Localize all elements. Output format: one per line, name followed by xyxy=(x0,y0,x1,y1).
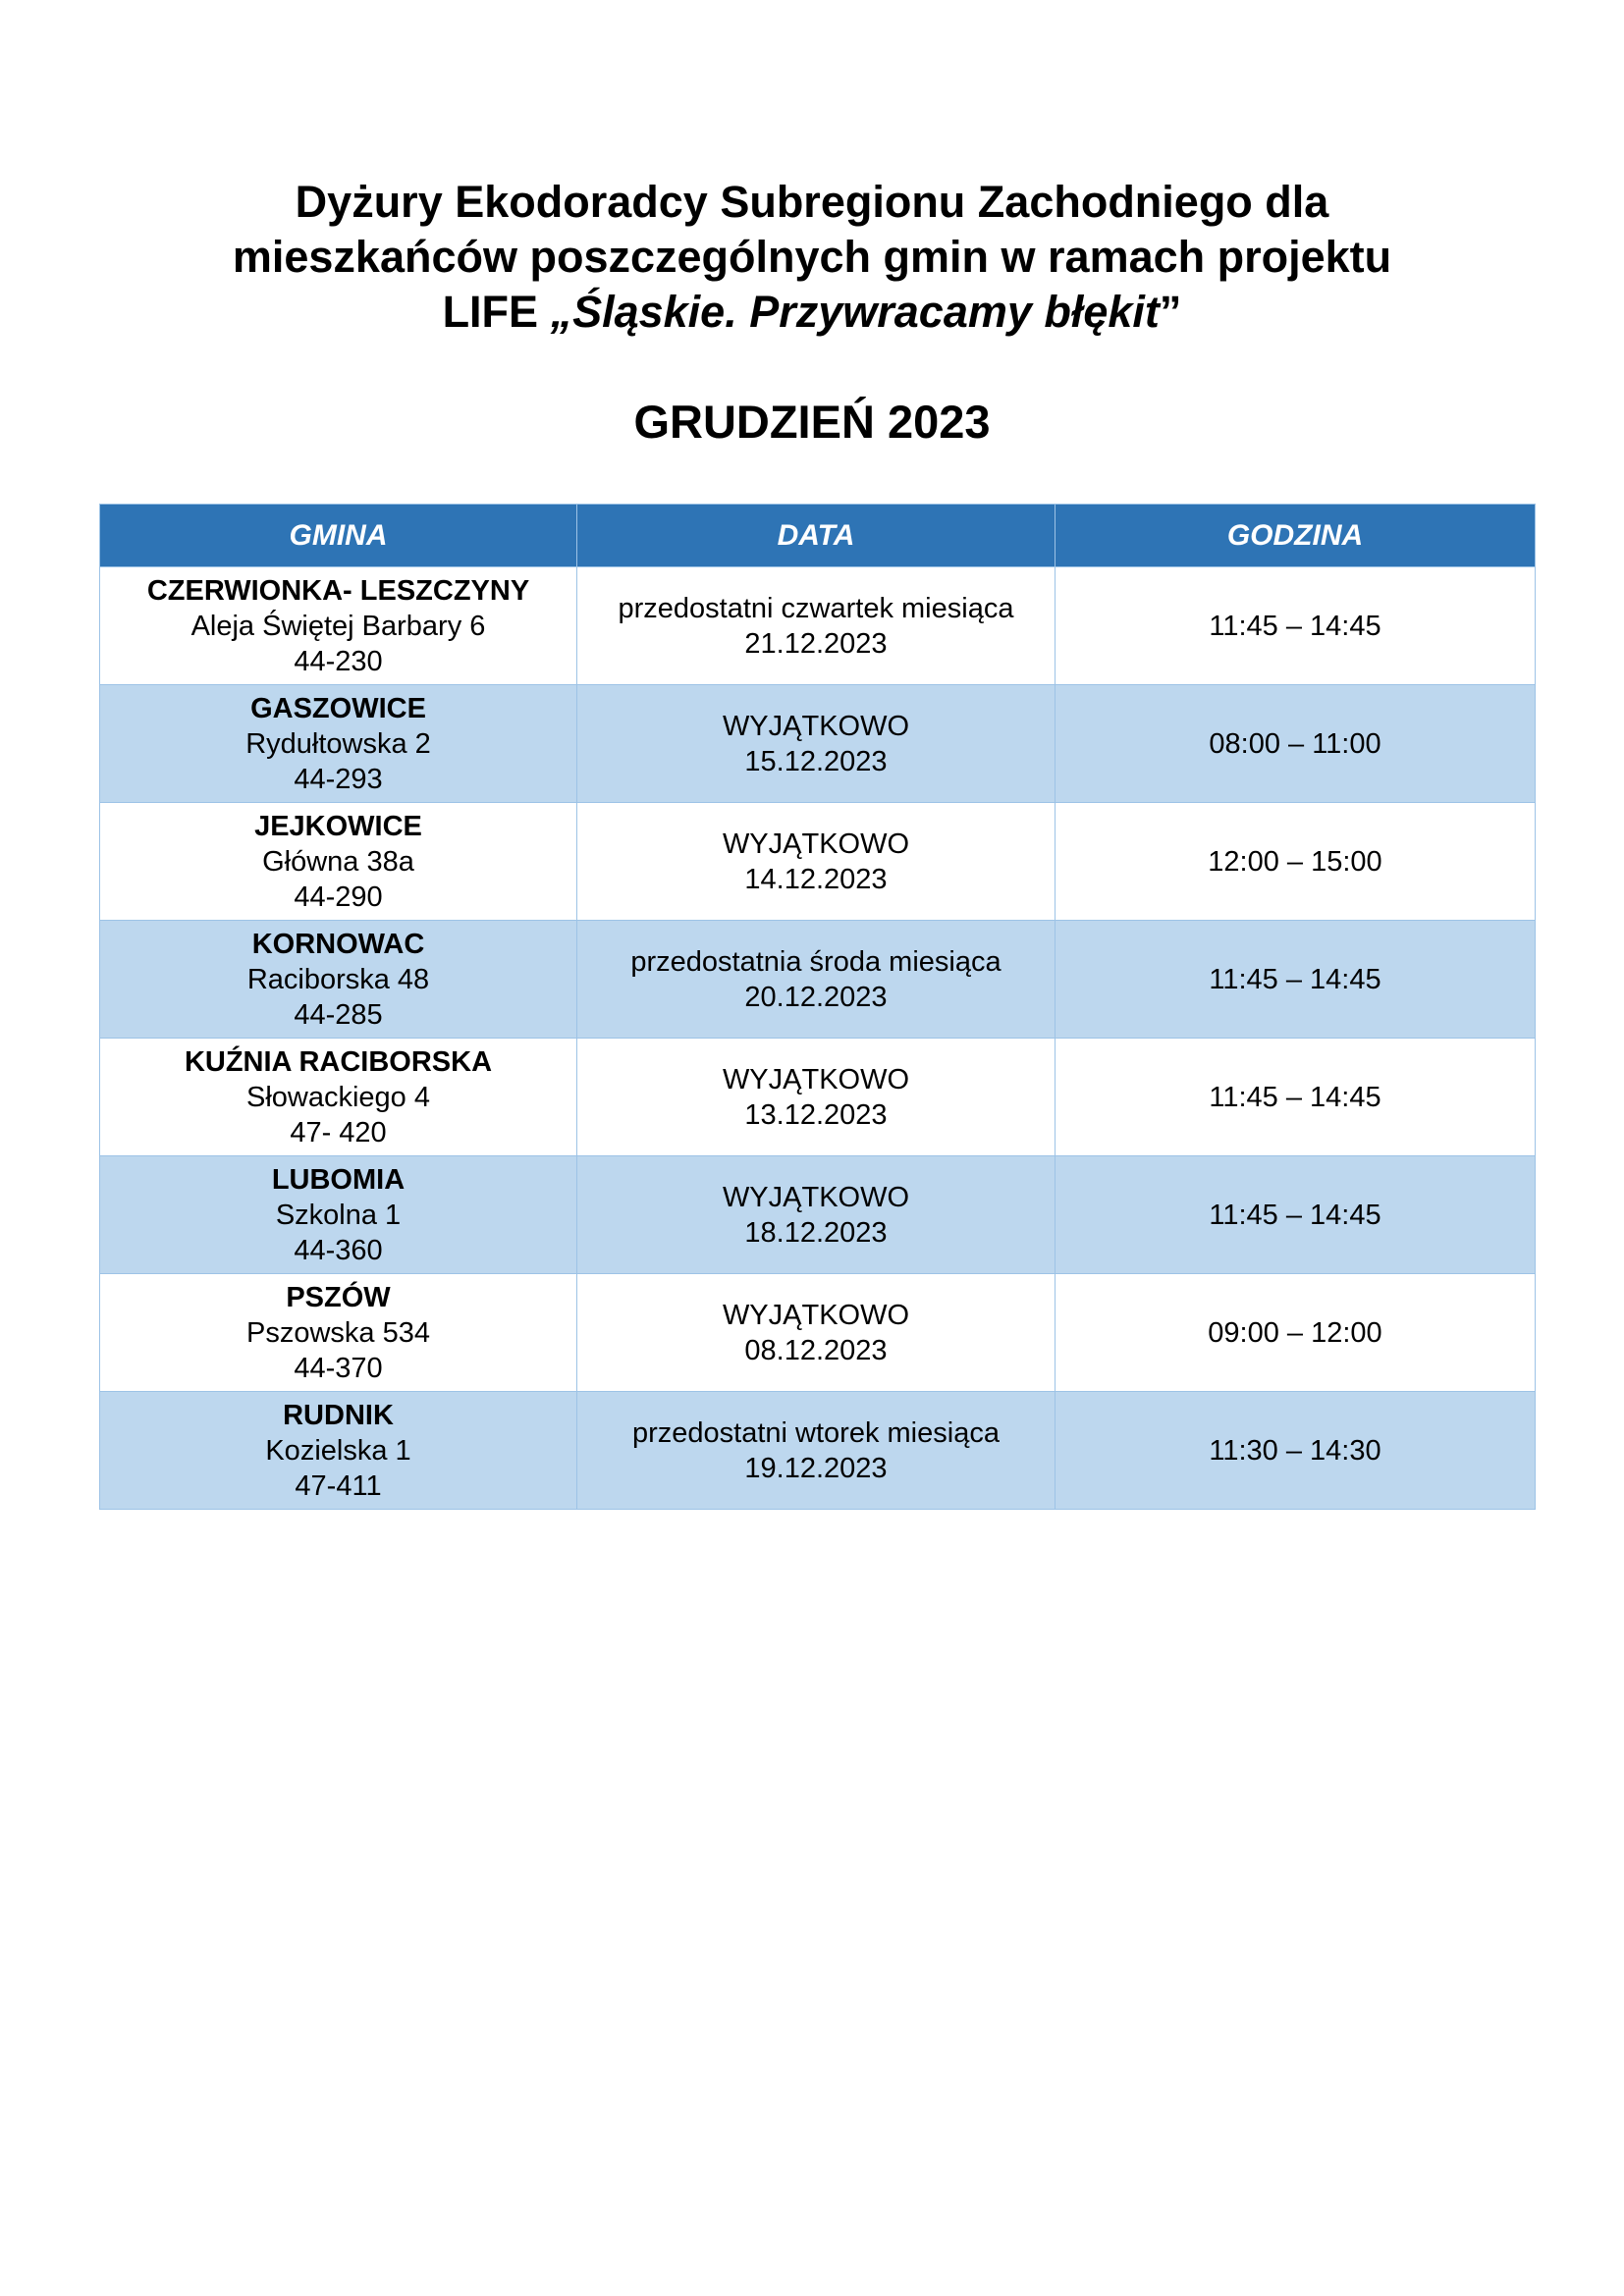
date-cell xyxy=(577,921,1056,1039)
date-note: WYJĄTKOWO xyxy=(722,828,910,860)
date-value: 13.12.2023 xyxy=(744,1098,888,1131)
gmina-name: KUŹNIA RACIBORSKA xyxy=(184,1045,493,1078)
gmina-name: CZERWIONKA- LESZCZYNY xyxy=(146,574,530,607)
gmina-postal-code: 44-290 xyxy=(294,881,383,913)
date-value: 19.12.2023 xyxy=(744,1452,888,1484)
date-note: przedostatni czwartek miesiąca xyxy=(618,592,1014,624)
schedule-table xyxy=(99,504,1536,1510)
gmina-name: KORNOWAC xyxy=(251,928,425,960)
gmina-street: Rydułtowska 2 xyxy=(245,727,431,760)
table-row xyxy=(100,803,1536,921)
date-note: WYJĄTKOWO xyxy=(722,710,910,742)
date-value: 15.12.2023 xyxy=(744,745,888,777)
table-row xyxy=(100,921,1536,1039)
gmina-street: Pszowska 534 xyxy=(246,1316,430,1349)
gmina-name: LUBOMIA xyxy=(271,1163,406,1196)
table-row xyxy=(100,567,1536,685)
date-value: 08.12.2023 xyxy=(744,1334,888,1366)
hours-cell: 12:00 – 15:00 xyxy=(1056,803,1536,921)
date-cell xyxy=(577,1274,1056,1392)
hours-cell: 11:45 – 14:45 xyxy=(1056,567,1536,685)
title-line-1: Dyżury Ekodoradcy Subregionu Zachodniego dla xyxy=(295,177,1329,227)
title-closing-quote: ” xyxy=(1159,287,1182,337)
date-note: WYJĄTKOWO xyxy=(722,1181,910,1213)
column-header-gmina: GMINA xyxy=(100,505,577,567)
gmina-postal-code: 47- 420 xyxy=(290,1116,387,1148)
gmina-name: JEJKOWICE xyxy=(254,810,422,842)
date-note: przedostatnia środa miesiąca xyxy=(630,945,1001,978)
gmina-street: Szkolna 1 xyxy=(275,1199,402,1231)
date-note: WYJĄTKOWO xyxy=(722,1299,910,1331)
title-life-prefix: LIFE xyxy=(442,287,551,337)
table-header-row xyxy=(100,505,1536,567)
table-row xyxy=(100,1392,1536,1510)
date-value: 21.12.2023 xyxy=(744,627,888,660)
gmina-street: Słowackiego 4 xyxy=(246,1081,430,1113)
gmina-cell xyxy=(100,1039,577,1156)
date-value: 20.12.2023 xyxy=(744,981,888,1013)
gmina-name: GASZOWICE xyxy=(250,692,426,724)
gmina-postal-code: 44-285 xyxy=(294,998,383,1031)
gmina-street: Aleja Świętej Barbary 6 xyxy=(190,610,486,642)
document-title xyxy=(0,175,1624,340)
gmina-cell xyxy=(100,1392,577,1510)
date-cell xyxy=(577,685,1056,803)
month-heading: GRUDZIEŃ 2023 xyxy=(633,396,991,448)
gmina-postal-code: 44-370 xyxy=(294,1352,383,1384)
date-note: WYJĄTKOWO xyxy=(722,1063,910,1095)
gmina-street: Główna 38a xyxy=(262,845,414,878)
hours-cell: 11:45 – 14:45 xyxy=(1056,1156,1536,1274)
gmina-postal-code: 44-360 xyxy=(294,1234,383,1266)
date-note: przedostatni wtorek miesiąca xyxy=(632,1416,1000,1449)
date-cell xyxy=(577,1392,1056,1510)
gmina-postal-code: 47-411 xyxy=(295,1469,382,1502)
gmina-postal-code: 44-230 xyxy=(294,645,383,677)
hours-cell: 11:45 – 14:45 xyxy=(1056,1039,1536,1156)
date-value: 14.12.2023 xyxy=(744,863,888,895)
gmina-street: Kozielska 1 xyxy=(265,1434,411,1467)
table-row xyxy=(100,685,1536,803)
hours-cell: 11:45 – 14:45 xyxy=(1056,921,1536,1039)
gmina-cell xyxy=(100,1274,577,1392)
gmina-cell xyxy=(100,685,577,803)
gmina-cell xyxy=(100,803,577,921)
date-cell xyxy=(577,1039,1056,1156)
gmina-name: RUDNIK xyxy=(283,1399,394,1431)
gmina-street: Raciborska 48 xyxy=(246,963,430,995)
date-cell xyxy=(577,567,1056,685)
column-header-data: DATA xyxy=(577,505,1056,567)
title-project-name: „Śląskie. Przywracamy błękit xyxy=(550,287,1160,337)
date-value: 18.12.2023 xyxy=(744,1216,888,1249)
title-line-2: mieszkańców poszczególnych gmin w ramach projektu xyxy=(232,232,1392,282)
gmina-cell xyxy=(100,567,577,685)
date-cell xyxy=(577,803,1056,921)
gmina-cell xyxy=(100,1156,577,1274)
gmina-postal-code: 44-293 xyxy=(294,763,383,795)
table-row xyxy=(100,1274,1536,1392)
table-row xyxy=(100,1039,1536,1156)
column-header-godzina: GODZINA xyxy=(1056,505,1536,567)
title-line-3 xyxy=(0,285,1624,340)
gmina-cell xyxy=(100,921,577,1039)
table-row xyxy=(100,1156,1536,1274)
date-cell xyxy=(577,1156,1056,1274)
gmina-name: PSZÓW xyxy=(286,1281,391,1313)
hours-cell: 08:00 – 11:00 xyxy=(1056,685,1536,803)
hours-cell: 09:00 – 12:00 xyxy=(1056,1274,1536,1392)
hours-cell: 11:30 – 14:30 xyxy=(1056,1392,1536,1510)
